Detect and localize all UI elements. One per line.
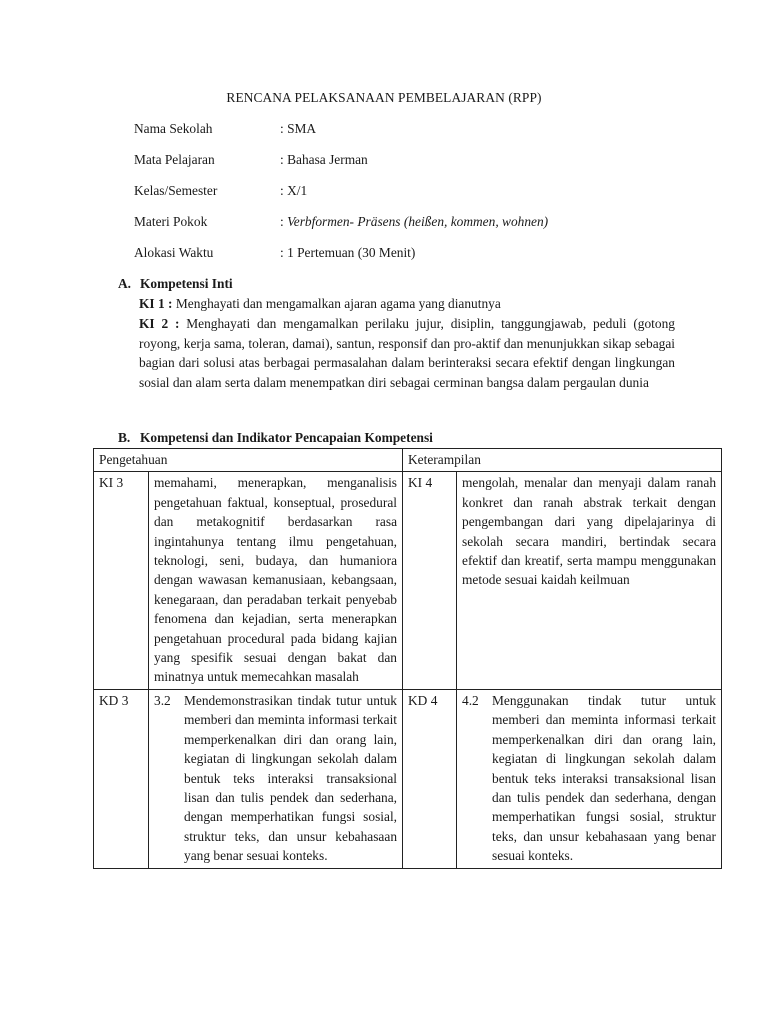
kd3-code: KD 3 — [94, 689, 149, 868]
kd3-item — [154, 691, 397, 866]
kd4-number: 4.2 — [462, 692, 479, 708]
ki4-text: mengolah, menalar dan menyaji dalam ranah konkret dan ranah abstrak terkait dengan pengembangan dari yang dipelajarinya di sekolah secara mandiri, bertindak secara efektif dan kreatif, serta mampu menggunakan metode sesuai kaidah keilmuan — [457, 472, 722, 689]
identity-label: Mata Pelajaran — [134, 152, 215, 167]
table-row-kd — [94, 689, 722, 868]
section-title: Kompetensi Inti — [140, 276, 233, 291]
identity-value: : 1 Pertemuan (30 Menit) — [280, 245, 416, 260]
section-b-heading — [118, 430, 433, 446]
kd4-item — [462, 691, 716, 866]
table-row-ki — [94, 472, 722, 689]
section-letter: A. — [118, 276, 132, 291]
identity-value-prefix: : — [280, 214, 288, 229]
ki1-paragraph — [139, 294, 675, 314]
ki2-text: Menghayati dan mengamalkan perilaku jujur, disiplin, tanggungjawab, peduli (gotong royong, kerja sama, toleran, damai), santun, responsif dan pro-aktif dan menunjukkan sikap sebagai bagian dari solusi atas berbagai permasalahan dalam berinteraksi secara efektif dengan lingkungan sosial dan alam serta dalam menempatkan diri sebagai cerminan bangsa dalam pergaulan dunia — [139, 316, 675, 390]
section-letter: B. — [118, 430, 131, 445]
identity-value — [280, 213, 548, 231]
identity-label: Materi Pokok — [134, 214, 208, 229]
identity-value: : SMA — [280, 121, 317, 136]
ki3-text: memahami, menerapkan, menganalisis pengetahuan faktual, konseptual, prosedural dan metakognitif berdasarkan rasa ingintahunya tentang ilmu pengetahuan, teknologi, seni, budaya, dan humaniora dengan wawasan kemanusiaan, kebangsaan, kenegaraan, dan peradaban terkait penyebab fenomena dan kejadian, serta menerapkan pengetahuan procedural pada bidang kajian yang spesifik sesuai dengan bakat dan minatnya untuk memecahkan masalah — [149, 472, 403, 689]
kd4-text: Menggunakan tindak tutur untuk memberi dan meminta informasi terkait memperkenalkan diri dan orang lain, kegiatan di lingkungan sekolah dalam bentuk teks interaksi transaksional lisan dan tulis pendek dan sederhana, dengan memperhatikan fungsi sosial, struktur teks, dan unsur kebahasaan yang benar sesuai konteks. — [492, 692, 717, 864]
kd4-code: KD 4 — [403, 689, 457, 868]
kd4-cell — [457, 689, 722, 868]
kd3-text: Mendemonstrasikan tindak tutur untuk memberi dan meminta informasi terkait memperkenalkan diri dan orang lain, kegiatan di lingkungan sekolah dalam bentuk teks interaksi transaksional lisan dan tulis pendek dan sederhana, dengan memperhatikan fungsi sosial, struktur teks, dan unsur kebahasaan yang benar sesuai konteks. — [184, 692, 398, 864]
section-a-heading — [118, 276, 233, 292]
competency-table — [93, 448, 722, 869]
document-title: RENCANA PELAKSANAAN PEMBELAJARAN (RPP) — [226, 90, 542, 105]
identity-value-italic: Verbformen- Präsens (heißen, kommen, wohnen) — [287, 214, 549, 229]
identity-value: : X/1 — [280, 183, 308, 198]
identity-label: Nama Sekolah — [134, 121, 213, 136]
header-knowledge: Pengetahuan — [94, 449, 403, 472]
ki1-label: KI 1 : — [139, 296, 173, 311]
kd3-cell — [149, 689, 403, 868]
ki2-label: KI 2 : — [139, 316, 180, 331]
ki4-code: KI 4 — [403, 472, 457, 689]
identity-label: Kelas/Semester — [134, 183, 218, 198]
ki1-text: Menghayati dan mengamalkan ajaran agama yang dianutnya — [175, 296, 501, 311]
ki2-paragraph — [139, 314, 675, 392]
ki3-code: KI 3 — [94, 472, 149, 689]
section-title: Kompetensi dan Indikator Pencapaian Kompetensi — [140, 430, 433, 445]
kd3-number: 3.2 — [154, 692, 171, 708]
table-header-row — [94, 449, 722, 472]
identity-label: Alokasi Waktu — [134, 245, 214, 260]
header-skills: Keterampilan — [403, 449, 722, 472]
identity-value: : Bahasa Jerman — [280, 152, 368, 167]
